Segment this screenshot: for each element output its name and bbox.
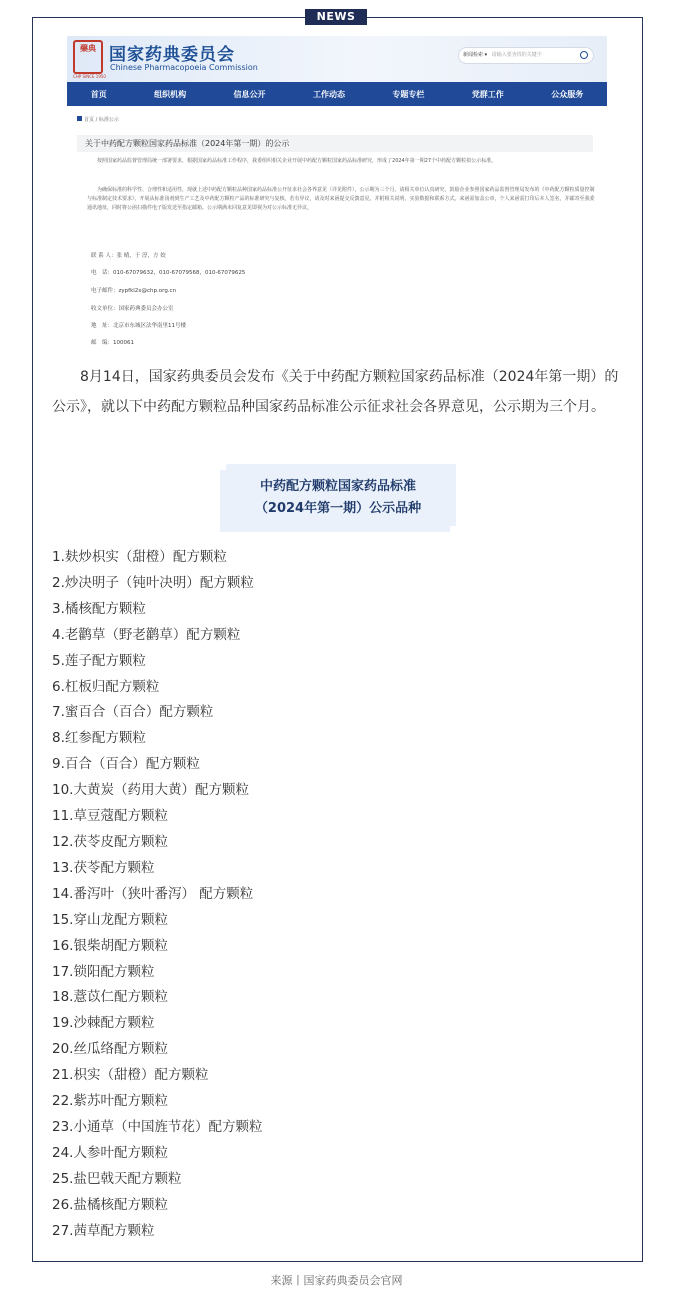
search-placeholder: 请输入要查找的关键字	[491, 52, 542, 58]
list-item: 21.枳实（甜橙）配方颗粒	[52, 1067, 209, 1084]
list-item: 25.盐巴戟天配方颗粒	[52, 1170, 182, 1187]
nav-item-work-news[interactable]: 工作动态	[312, 89, 345, 99]
list-item: 9.百合（百合）配方颗粒	[52, 756, 200, 773]
list-item: 5.莲子配方颗粒	[52, 652, 146, 669]
contact-address: 地 址：北京市东城区法华南里11号楼	[91, 323, 186, 329]
list-item: 20.丝瓜络配方颗粒	[52, 1041, 168, 1058]
list-title-line-1: 中药配方颗粒国家药品标准	[259, 479, 416, 494]
product-list	[52, 545, 262, 1244]
org-name-en: Chinese Pharmacopoeia Commission	[110, 63, 258, 72]
news-tag: NEWS	[305, 9, 367, 25]
nav-item-home[interactable]: 首页	[90, 89, 107, 99]
contact-person: 联 系 人：张 晴，于 淳，方 姣	[91, 253, 166, 259]
list-item: 4.老鹳草（野老鹳草）配方颗粒	[52, 626, 241, 643]
list-item: 16.银柴胡配方颗粒	[52, 937, 168, 954]
nav-item-public-service[interactable]: 公众服务	[551, 89, 584, 99]
website-screenshot	[67, 36, 607, 356]
list-item: 27.茜草配方颗粒	[52, 1222, 155, 1239]
nav-item-organization[interactable]: 组织机构	[154, 89, 187, 99]
contact-phone: 电 话：010-67079632，010-67079568，010-67079625	[91, 270, 246, 276]
main-nav	[67, 82, 607, 106]
list-item: 17.锁阳配方颗粒	[52, 963, 155, 980]
list-item: 15.穿山龙配方颗粒	[52, 911, 168, 928]
list-item: 18.薏苡仁配方颗粒	[52, 989, 168, 1006]
list-item: 2.炒决明子（钝叶决明）配方颗粒	[52, 574, 254, 591]
site-header	[67, 36, 607, 82]
notice-title: 关于中药配方颗粒国家药品标准（2024年第一期）的公示	[77, 135, 593, 152]
source-footer: 来源丨国家药典委员会官网	[270, 1274, 403, 1287]
list-item: 10.大黄炭（药用大黄）配方颗粒	[52, 782, 249, 799]
list-item: 6.杠板归配方颗粒	[52, 678, 160, 695]
contact-receiver: 收文单位：国家药典委员会办公室	[91, 306, 174, 312]
list-item: 3.橘核配方颗粒	[52, 600, 146, 617]
list-item: 19.沙棘配方颗粒	[52, 1015, 155, 1032]
nav-item-party-work[interactable]: 党群工作	[471, 89, 504, 99]
org-name-cn: 国家药典委员会	[109, 45, 235, 65]
notice-paragraph-1: 按照国家药品监督管理局统一部署要求，根据国家药品标准工作程序，我委组织相关企业开展中药配方颗粒国家药品标准研究，形成了2024年第一期27个中药配方颗粒拟公示标准。	[97, 158, 497, 164]
nav-item-info-disclosure[interactable]: 信息公开	[233, 89, 266, 99]
list-item: 13.茯苓配方颗粒	[52, 859, 155, 876]
intro-paragraph: 8月14日，国家药典委员会发布《关于中药配方颗粒国家药品标准（2024年第一期）的公示》，就以下中药配方颗粒品种国家药品标准公示征求社会各界意见，公示期为三个月。	[52, 369, 619, 415]
list-item: 8.红参配方颗粒	[52, 730, 146, 747]
list-item: 24.人参叶配方颗粒	[52, 1144, 168, 1161]
nav-item-special-topics[interactable]: 专题专栏	[392, 89, 425, 99]
list-item: 11.草豆蔻配方颗粒	[52, 808, 168, 825]
notice-paragraph-2: 为确保标准的科学性、合理性和适用性，现就上述中药配方颗粒品种国家药品标准公开征求社会各界意见（详见附件），公示期为三个月。请相关单位认真研究，鼓励企业参照国家药品监督管理局发布的《中药配方颗粒质量控制与标准制定技术要求》，开展从标准汤剂到生产工艺及中药配方颗粒产品的标准研究与复核。若有异议，请及时来函提交反馈意见，并附相关说明、实验数据和联系方式。来函需加盖公章，个人来函需打印后本人签名，并邮寄至我委通讯地址，同时将公函扫描件电子版发送至指定邮箱。公示期满未回复意见即视为对公示标准无异议。	[87, 187, 595, 211]
list-title-box	[220, 464, 456, 532]
list-item: 12.茯苓皮配方颗粒	[52, 833, 168, 850]
breadcrumb-text[interactable]: 首页 / 标准公示	[84, 117, 119, 123]
breadcrumb	[77, 116, 119, 123]
search-input[interactable]	[458, 47, 594, 64]
list-item: 23.小通草（中国旌节花）配方颗粒	[52, 1118, 263, 1135]
search-icon[interactable]	[580, 51, 588, 59]
search-scope-select[interactable]: 新闻检索 ▾	[463, 52, 488, 58]
seal-caption: CHP SINCE 1950	[73, 74, 106, 79]
list-title-line-2: （2024年第一期）公示品种	[254, 501, 422, 516]
contact-email[interactable]: 电子邮件：zypfkl2x@chp.org.cn	[91, 288, 177, 294]
list-item: 22.紫苏叶配方颗粒	[52, 1093, 168, 1110]
list-item: 26.盐橘核配方颗粒	[52, 1196, 168, 1213]
list-item: 14.番泻叶（狭叶番泻） 配方颗粒	[52, 885, 254, 902]
contact-postcode: 邮 编：100061	[91, 340, 134, 346]
seal-logo: 藥典	[73, 40, 103, 74]
list-item: 1.麸炒枳实（甜橙）配方颗粒	[52, 549, 227, 565]
home-icon[interactable]	[77, 116, 82, 121]
list-item: 7.蜜百合（百合）配方颗粒	[52, 704, 214, 721]
